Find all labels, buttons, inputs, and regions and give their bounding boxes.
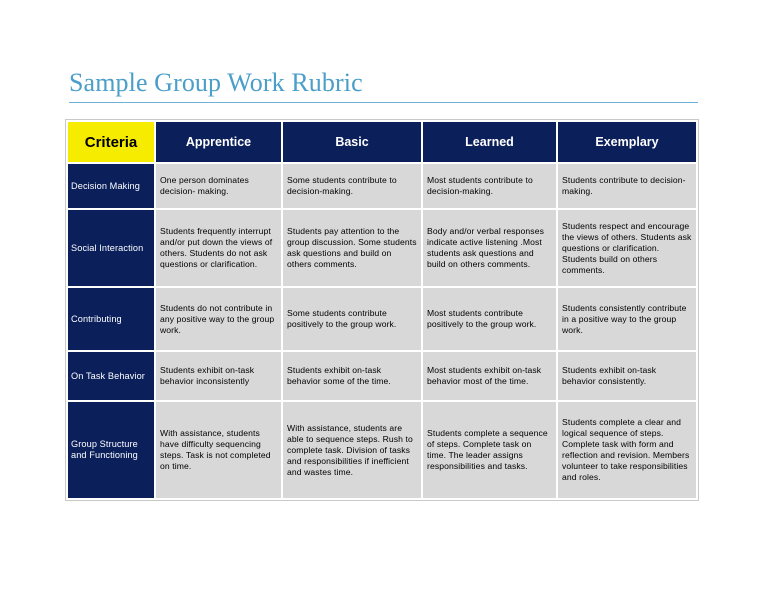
rubric-cell: Students respect and encourage the views of others. Students ask questions or clarification. Students build on others comments. bbox=[558, 210, 696, 286]
rubric-cell: Students pay attention to the group discussion. Some students ask questions and build on others comments. bbox=[283, 210, 421, 286]
rubric-cell: Students exhibit on-task behavior consistently. bbox=[558, 352, 696, 400]
criterion-decision-making: Decision Making bbox=[68, 164, 154, 208]
header-exemplary: Exemplary bbox=[558, 122, 696, 162]
table-row bbox=[68, 352, 696, 400]
rubric-cell: Students do not contribute in any positive way to the group work. bbox=[156, 288, 281, 350]
rubric-cell: Students complete a sequence of steps. Complete task on time. The leader assigns responsibilities and tasks. bbox=[423, 402, 556, 498]
header-criteria: Criteria bbox=[68, 122, 154, 162]
table-row bbox=[68, 210, 696, 286]
title-underline bbox=[69, 102, 698, 103]
table-row bbox=[68, 164, 696, 208]
criterion-social-interaction: Social Interaction bbox=[68, 210, 154, 286]
rubric-header-row bbox=[68, 122, 696, 162]
header-basic: Basic bbox=[283, 122, 421, 162]
rubric-cell: Most students exhibit on-task behavior most of the time. bbox=[423, 352, 556, 400]
rubric-cell: Some students contribute positively to the group work. bbox=[283, 288, 421, 350]
document-title: Sample Group Work Rubric bbox=[69, 68, 363, 97]
rubric-cell: Students contribute to decision-making. bbox=[558, 164, 696, 208]
table-row bbox=[68, 288, 696, 350]
rubric-cell: With assistance, students have difficulty sequencing steps. Task is not completed on time. bbox=[156, 402, 281, 498]
criterion-on-task-behavior: On Task Behavior bbox=[68, 352, 154, 400]
table-row bbox=[68, 402, 696, 498]
rubric-cell: Most students contribute positively to the group work. bbox=[423, 288, 556, 350]
header-learned: Learned bbox=[423, 122, 556, 162]
rubric-cell: One person dominates decision- making. bbox=[156, 164, 281, 208]
rubric-cell: Students complete a clear and logical sequence of steps. Complete task with form and reflection and revision. Members volunteer to take responsibilities and roles. bbox=[558, 402, 696, 498]
rubric-table bbox=[66, 120, 698, 500]
rubric-cell: Students consistently contribute in a positive way to the group work. bbox=[558, 288, 696, 350]
criterion-contributing: Contributing bbox=[68, 288, 154, 350]
criterion-group-structure: Group Structure and Functioning bbox=[68, 402, 154, 498]
rubric-cell: With assistance, students are able to sequence steps. Rush to complete task. Division of tasks and responsibilities if inefficient and wastes time. bbox=[283, 402, 421, 498]
header-apprentice: Apprentice bbox=[156, 122, 281, 162]
rubric-cell: Students exhibit on-task behavior inconsistently bbox=[156, 352, 281, 400]
rubric-cell: Students frequently interrupt and/or put down the views of others. Students do not ask questions or clarification. bbox=[156, 210, 281, 286]
rubric-cell: Body and/or verbal responses indicate active listening .Most students ask questions and build on others comments. bbox=[423, 210, 556, 286]
rubric-cell: Students exhibit on-task behavior some of the time. bbox=[283, 352, 421, 400]
rubric-cell: Most students contribute to decision-making. bbox=[423, 164, 556, 208]
rubric-cell: Some students contribute to decision-making. bbox=[283, 164, 421, 208]
